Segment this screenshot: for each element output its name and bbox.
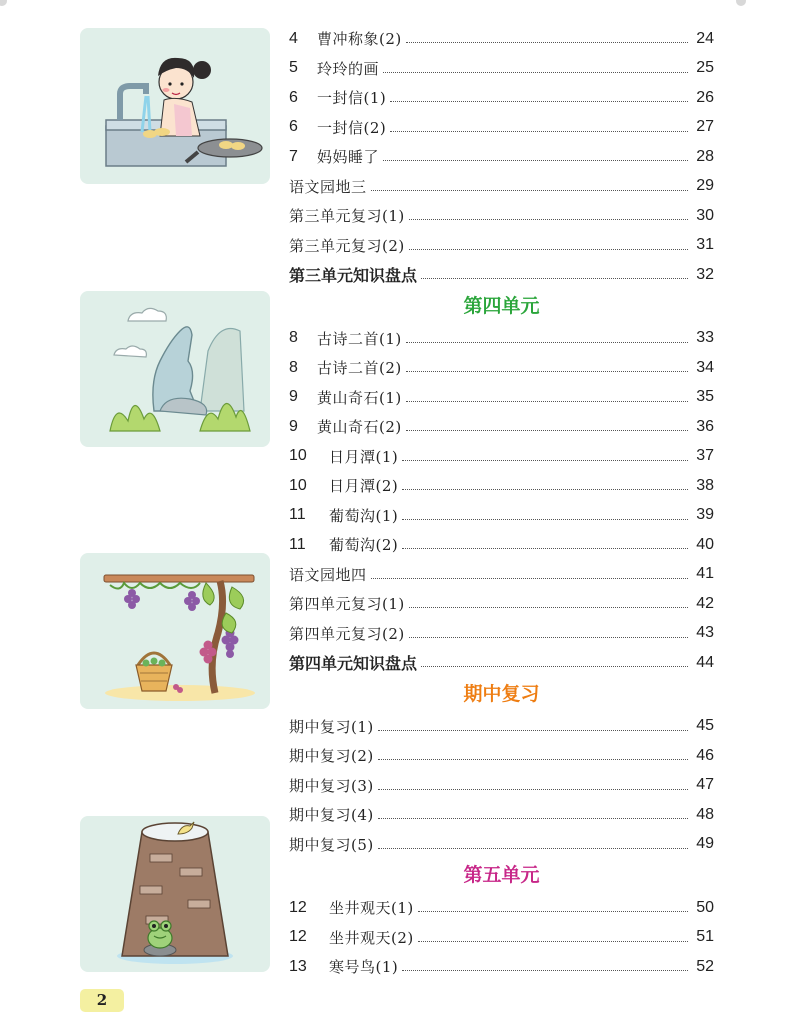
page-number: 29: [696, 177, 714, 195]
toc-row[interactable]: [289, 172, 714, 202]
page-number: 25: [696, 59, 714, 77]
toc-row[interactable]: [289, 142, 714, 172]
toc-row[interactable]: [289, 260, 714, 290]
dot-leader: [406, 430, 688, 431]
page-number: 30: [696, 206, 714, 224]
lesson-number: 9: [289, 417, 298, 435]
lesson-title: 第三单元知识盘点: [289, 268, 418, 286]
page-number: 51: [696, 928, 714, 946]
page-number: 33: [696, 329, 714, 347]
dot-leader: [378, 789, 688, 790]
lesson-title: 葡萄沟(1): [329, 506, 399, 525]
toc-row[interactable]: [289, 201, 714, 231]
toc-row[interactable]: [289, 412, 714, 442]
lesson-number: 10: [289, 476, 307, 494]
page-number: 32: [696, 265, 714, 283]
lesson-title: 葡萄沟(2): [329, 536, 399, 555]
lesson-title: 妈妈睡了: [317, 148, 380, 167]
lesson-title: 语文园地四: [289, 565, 367, 584]
lesson-title: 曹冲称象(2): [317, 30, 402, 49]
lesson-title: 日月潭(2): [329, 477, 399, 496]
page-corner-mark: [736, 0, 746, 6]
page-number: 40: [696, 535, 714, 553]
toc-row[interactable]: [289, 893, 714, 923]
section-heading-unit5: 第五单元: [463, 865, 540, 886]
lesson-number: 6: [289, 88, 298, 106]
section-heading-midterm: 期中复习: [463, 683, 540, 705]
lesson-number: 9: [289, 388, 298, 406]
dot-leader: [406, 371, 688, 372]
lesson-number: 13: [289, 957, 307, 975]
toc-row[interactable]: [289, 741, 714, 771]
page-number: 39: [696, 506, 714, 524]
toc-row[interactable]: [289, 113, 714, 143]
page-number: 27: [696, 118, 714, 136]
toc-row[interactable]: [289, 560, 714, 590]
toc-row[interactable]: [289, 648, 714, 678]
dot-leader: [371, 190, 688, 191]
toc-row[interactable]: [289, 530, 714, 560]
toc-row[interactable]: [289, 619, 714, 649]
dot-leader: [409, 219, 688, 220]
girl-washing-potatoes-illustration: [80, 28, 270, 184]
dot-leader: [402, 460, 688, 461]
toc-row[interactable]: [289, 471, 714, 501]
dot-leader: [421, 666, 688, 667]
lesson-title: 期中复习(5): [289, 835, 374, 854]
lesson-title: 期中复习(4): [289, 806, 374, 825]
lesson-title: 古诗二首(2): [317, 359, 402, 378]
page-number: 43: [696, 624, 714, 642]
page-number: 44: [696, 653, 714, 671]
page-number: 38: [696, 476, 714, 494]
lesson-title: 第四单元知识盘点: [289, 656, 418, 674]
toc-row[interactable]: [289, 589, 714, 619]
page-number: 35: [696, 388, 714, 406]
page-number: 48: [696, 805, 714, 823]
lesson-title: 第三单元复习(1): [289, 207, 405, 226]
dot-leader: [371, 578, 688, 579]
page-number: 49: [696, 835, 714, 853]
dot-leader: [409, 249, 688, 250]
dot-leader: [378, 759, 688, 760]
lesson-title: 期中复习(2): [289, 747, 374, 766]
page-number: 41: [696, 565, 714, 583]
dot-leader: [378, 730, 688, 731]
page-number: 28: [696, 147, 714, 165]
toc-row[interactable]: [289, 231, 714, 261]
toc-row[interactable]: [289, 923, 714, 953]
toc-row[interactable]: [289, 712, 714, 742]
page-number: 31: [696, 236, 714, 254]
toc-row[interactable]: [289, 24, 714, 54]
dot-leader: [402, 970, 688, 971]
toc-row[interactable]: [289, 324, 714, 354]
lesson-number: 10: [289, 447, 307, 465]
lesson-number: 6: [289, 118, 298, 136]
toc-row[interactable]: [289, 771, 714, 801]
page-number: 52: [696, 957, 714, 975]
table-of-contents: [289, 24, 714, 982]
yellow-mountain-stone-illustration: [80, 291, 270, 447]
section-heading-unit4: 第四单元: [463, 295, 540, 317]
lesson-number: 5: [289, 59, 298, 77]
dot-leader: [383, 160, 688, 161]
dot-leader: [402, 548, 688, 549]
lesson-title: 寒号鸟(1): [329, 958, 399, 977]
page-number: 36: [696, 417, 714, 435]
lesson-title: 古诗二首(1): [317, 329, 402, 348]
dot-leader: [402, 489, 688, 490]
lesson-title: 一封信(2): [317, 118, 387, 137]
dot-leader: [402, 519, 688, 520]
grape-arbor-illustration: [80, 553, 270, 709]
lesson-title: 期中复习(3): [289, 776, 374, 795]
page-number: 45: [696, 717, 714, 735]
dot-leader: [378, 848, 688, 849]
toc-row[interactable]: [289, 442, 714, 472]
lesson-number: 4: [289, 29, 298, 47]
lesson-title: 黄山奇石(1): [317, 388, 402, 407]
lesson-number: 11: [289, 506, 306, 524]
lesson-title: 日月潭(1): [329, 447, 399, 466]
lesson-number: 8: [289, 358, 298, 376]
toc-row[interactable]: [289, 800, 714, 830]
toc-row[interactable]: [289, 830, 714, 860]
toc-row[interactable]: [289, 353, 714, 383]
toc-row[interactable]: [289, 501, 714, 531]
lesson-title: 玲玲的画: [317, 59, 380, 78]
lesson-title: 第三单元复习(2): [289, 236, 405, 255]
dot-leader: [418, 941, 688, 942]
dot-leader: [409, 607, 688, 608]
toc-row[interactable]: [289, 952, 714, 982]
page-number: 24: [696, 29, 714, 47]
lesson-number: 12: [289, 898, 307, 916]
lesson-number: 7: [289, 147, 298, 165]
lesson-title: 第四单元复习(1): [289, 595, 405, 614]
lesson-number: 12: [289, 928, 307, 946]
lesson-number: 11: [289, 535, 306, 553]
page-number: 34: [696, 358, 714, 376]
frog-in-well-illustration: [80, 816, 270, 972]
lesson-title: 期中复习(1): [289, 717, 374, 736]
page-number-badge: 2: [80, 989, 124, 1012]
page-number: 42: [696, 594, 714, 612]
lesson-title: 坐井观天(1): [329, 899, 414, 918]
lesson-title: 一封信(1): [317, 89, 387, 108]
page-corner-mark: [0, 0, 7, 6]
lesson-title: 黄山奇石(2): [317, 418, 402, 437]
dot-leader: [406, 342, 688, 343]
dot-leader: [383, 72, 688, 73]
page-number: 47: [696, 776, 714, 794]
lesson-number: 8: [289, 329, 298, 347]
dot-leader: [378, 818, 688, 819]
dot-leader: [409, 637, 688, 638]
page-number: 50: [696, 898, 714, 916]
dot-leader: [418, 911, 688, 912]
lesson-title: 语文园地三: [289, 177, 367, 196]
dot-leader: [421, 278, 688, 279]
page-number: 37: [696, 447, 714, 465]
dot-leader: [406, 42, 688, 43]
lesson-title: 第四单元复习(2): [289, 624, 405, 643]
dot-leader: [390, 131, 688, 132]
dot-leader: [406, 401, 688, 402]
toc-row[interactable]: [289, 83, 714, 113]
dot-leader: [390, 101, 688, 102]
page-number: 26: [696, 88, 714, 106]
toc-row[interactable]: [289, 54, 714, 84]
lesson-title: 坐井观天(2): [329, 928, 414, 947]
page-number: 46: [696, 746, 714, 764]
toc-row[interactable]: [289, 383, 714, 413]
